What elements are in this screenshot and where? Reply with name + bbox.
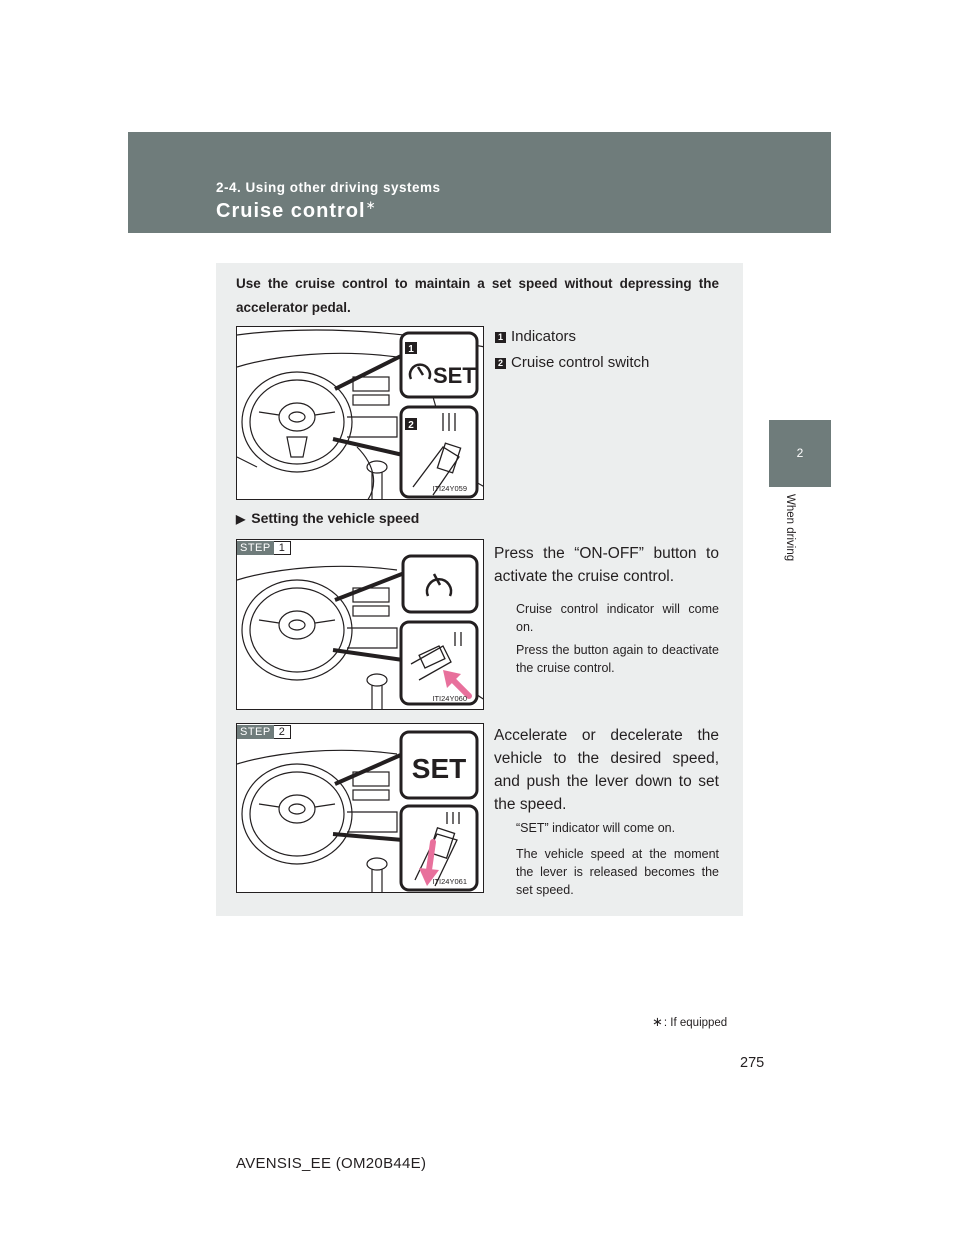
intro-text: Use the cruise control to maintain a set speed without depressing the accelerator pedal. [236, 276, 719, 315]
chapter-side-label: When driving [784, 494, 796, 562]
step-1-text: Press the “ON-OFF” button to activate the cruise control. [494, 545, 719, 585]
step-2-label: STEP 2 [237, 725, 291, 739]
figure-code: ITI24Y060 [432, 694, 467, 703]
legend-item-indicators: 1 Indicators [495, 328, 576, 345]
step-2-illustration [237, 724, 484, 893]
chapter-number: 2 [796, 446, 804, 460]
step-1-label: STEP 1 [237, 541, 291, 555]
asterisk-mark: ∗ [652, 1014, 663, 1029]
step-2-text: Accelerate or decelerate the vehicle to the desired speed, and push the lever down to set the speed. [494, 727, 719, 813]
legend-item-switch: 2 Cruise control switch [495, 354, 649, 371]
chapter-header [128, 132, 831, 233]
callout-1-number: 1 [408, 344, 414, 355]
triangle-bullet-icon: ▶ [236, 512, 246, 526]
step-1-note-1: Cruise control indicator will come on. [516, 602, 719, 634]
subheading: ▶ Setting the vehicle speed [236, 510, 420, 526]
footnote: ∗: If equipped [652, 1014, 728, 1029]
figure-cruise-overview [236, 326, 484, 500]
callout-2-number: 2 [408, 420, 414, 431]
figure-code: ITI24Y061 [432, 877, 467, 886]
set-indicator-label: SET [411, 753, 467, 784]
set-indicator-label: SET [433, 363, 476, 388]
section-title: 2-4. Using other driving systems [216, 180, 441, 195]
if-equipped-mark: ∗ [365, 198, 377, 212]
legend-number-2: 2 [495, 358, 506, 369]
figure-code: ITI24Y059 [432, 484, 467, 493]
step-1-illustration [237, 540, 484, 710]
page-number: 275 [740, 1055, 765, 1071]
step-2-note-1: “SET” indicator will come on. [516, 821, 676, 835]
figure-step-1 [236, 539, 484, 710]
figure-step-2 [236, 723, 484, 893]
legend-number-1: 1 [495, 332, 506, 343]
page-title: Cruise control∗ [216, 198, 377, 222]
document-id: AVENSIS_EE (OM20B44E) [236, 1155, 427, 1172]
step-1-note-2: Press the button again to deactivate the cruise control. [516, 643, 719, 675]
dashboard-illustration [237, 327, 484, 500]
step-2-note-2: The vehicle speed at the moment the lever is released becomes the set speed. [516, 847, 719, 897]
chapter-tab [769, 420, 831, 487]
